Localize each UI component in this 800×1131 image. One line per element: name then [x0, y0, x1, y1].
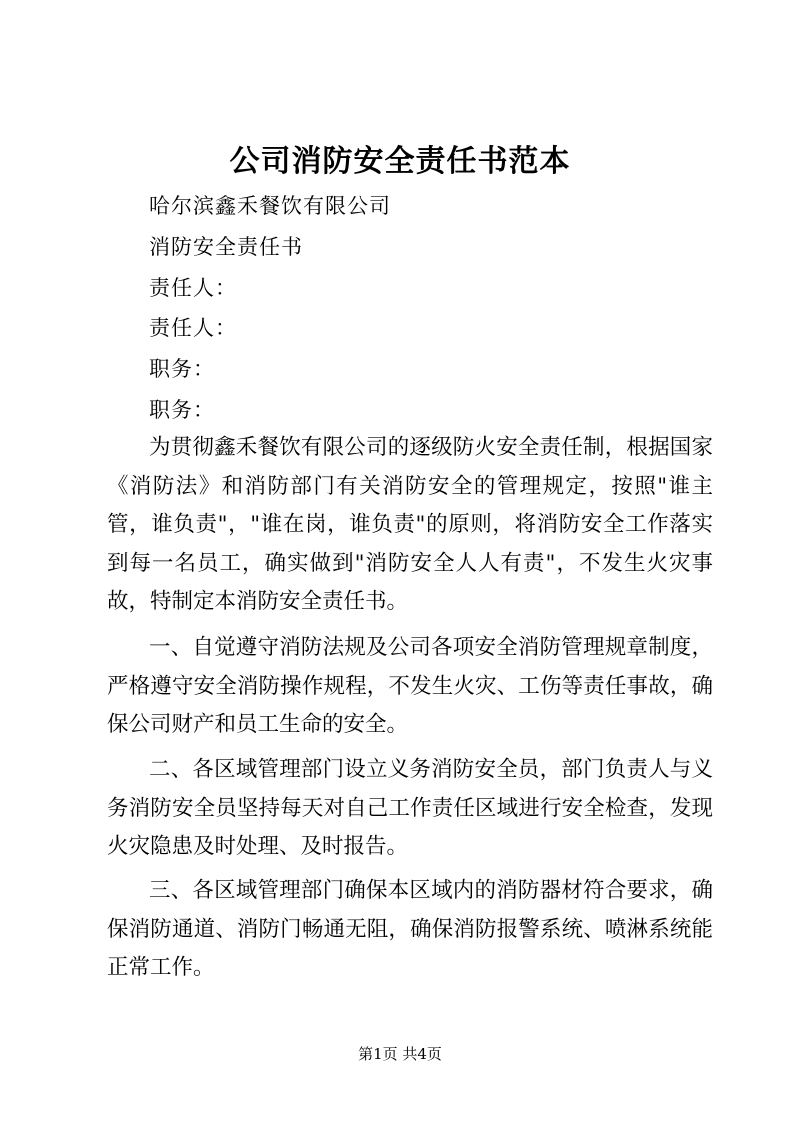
- clause-2-text: 二、各区域管理部门设立义务消防安全员，部门负责人与义务消防安全员坚持每天对自己工作责任区域进行安全检查，发现火灾隐患及时处理、及时报告。: [107, 757, 713, 859]
- responsible-person-line: 责任人：: [149, 276, 237, 300]
- clause-3-text: 三、各区域管理部门确保本区域内的消防器材符合要求，确保消防通道、消防门畅通无阻，确保消防报警系统、喷淋系统能正常工作。: [107, 878, 713, 980]
- document-title: 公司消防安全责任书范本: [229, 144, 571, 179]
- clause-2-paragraph: [107, 751, 713, 867]
- clause-1-text: 一、自觉遵守消防法规及公司各项安全消防管理规章制度，严格遵守安全消防操作规程，不发生火灾、工伤等责任事故，确保公司财产和员工生命的安全。: [107, 635, 713, 737]
- responsible-person-line-2: 责任人：: [149, 316, 237, 340]
- clause-3-paragraph: [107, 872, 713, 988]
- position-line: 职务：: [149, 357, 215, 381]
- subtitle-line: 消防安全责任书: [149, 235, 303, 259]
- company-name-line: 哈尔滨鑫禾餐饮有限公司: [149, 194, 391, 218]
- intro-paragraph: [107, 429, 713, 622]
- page-footer: 第1页 共4页: [358, 1045, 442, 1063]
- intro-paragraph-text: 为贯彻鑫禾餐饮有限公司的逐级防火安全责任制，根据国家《消防法》和消防部门有关消防安全的管理规定，按照"谁主管，谁负责"，"谁在岗，谁负责"的原则，将消防安全工作落实到每一名员工，确实做到"消防安全人人有责"，不发生火灾事故，特制定本消防安全责任书。: [107, 435, 713, 614]
- clause-1-paragraph: [107, 629, 713, 745]
- position-line-2: 职务：: [149, 398, 215, 422]
